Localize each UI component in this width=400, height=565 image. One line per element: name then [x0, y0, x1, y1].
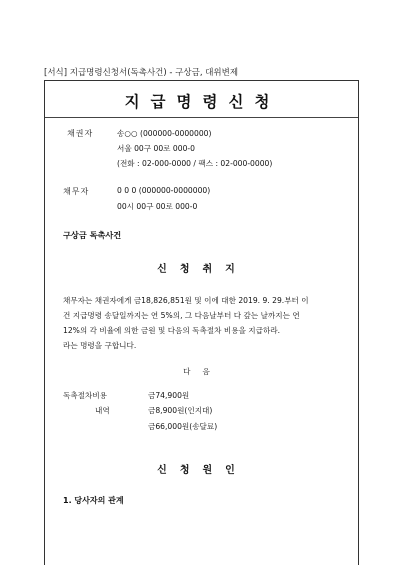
creditor-contact: (전화 : 02-000-0000 / 팩스 : 02-000-0000) [117, 159, 273, 168]
document-frame [44, 80, 359, 565]
cause-heading: 신청원인 [157, 465, 248, 476]
creditor-address: 서울 00구 00로 000-0 [117, 144, 195, 153]
costs-breakdown-label: 내역 [95, 406, 110, 415]
section-1-heading: 1. 당사자의 관계 [63, 496, 124, 505]
title-divider [45, 117, 358, 118]
debtor-label: 채무자 [63, 187, 90, 196]
costs-heading: 다음 [183, 367, 222, 376]
case-name: 구상금 독촉사건 [63, 230, 122, 240]
purpose-line-2: 건 지급명령 송달일까지는 연 5%의, 그 다음날부터 다 갚는 날까지는 연 [63, 311, 300, 320]
purpose-line-3: 12%의 각 비율에 의한 금원 및 다음의 독촉절차 비용을 지급하라. [63, 326, 281, 335]
purpose-line-1: 채무자는 채권자에게 금18,826,851원 및 이에 대한 2019. 9. 29.부터 이 [63, 296, 309, 305]
costs-stamp-value: 금8,900원(인지대) [148, 406, 213, 415]
purpose-line-4: 라는 명령을 구합니다. [63, 341, 137, 350]
purpose-heading: 신청취지 [157, 264, 248, 275]
costs-total-value: 금74,900원 [148, 391, 190, 400]
document-title: 지급명령신청 [124, 93, 281, 111]
form-caption: [서식] 지급명령신청서(독촉사건) - 구상금, 대위변제 [44, 68, 239, 78]
creditor-label: 채권자 [67, 129, 94, 138]
debtor-name: 0 0 0 (000000-0000000) [117, 186, 211, 195]
costs-total-label: 독촉절차비용 [63, 391, 108, 400]
creditor-name: 송○○ (000000-0000000) [117, 129, 212, 138]
costs-postage-value: 금66,000원(송달료) [148, 422, 218, 431]
debtor-address: 00시 00구 00로 000-0 [117, 202, 198, 211]
